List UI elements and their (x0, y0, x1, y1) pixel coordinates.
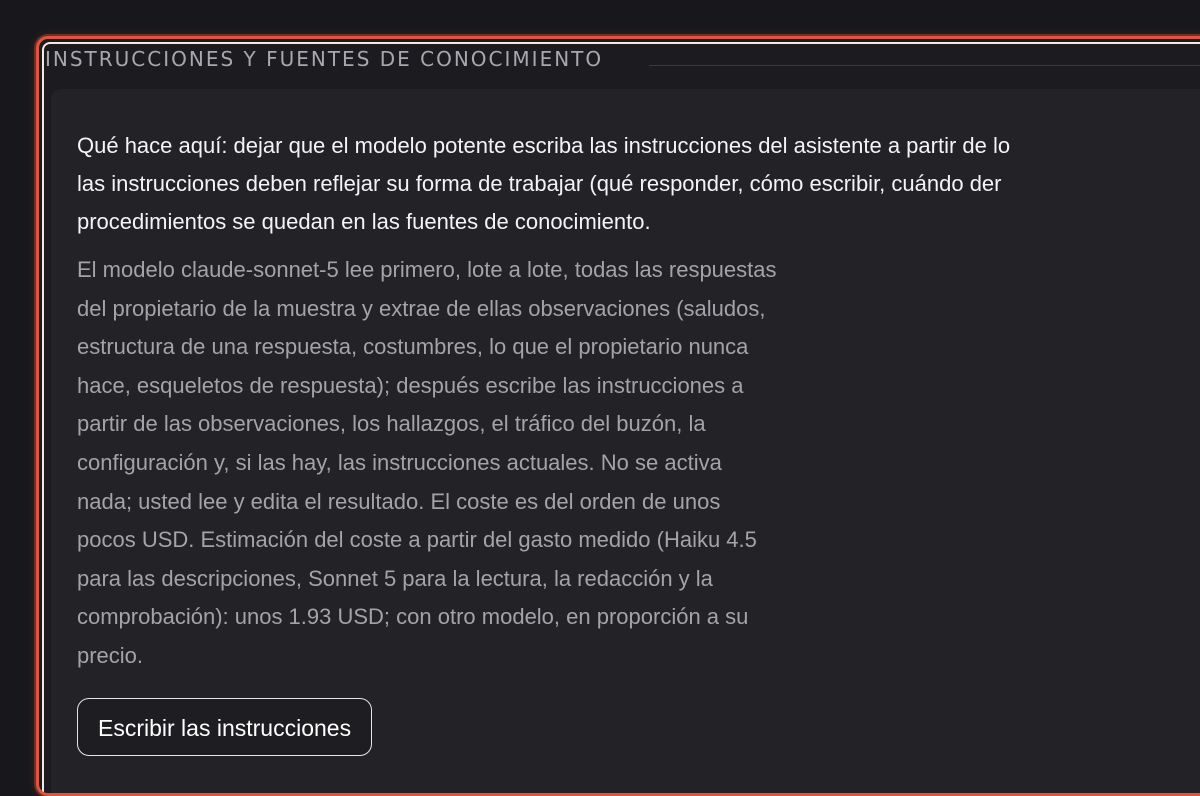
description-line: para las descripciones, Sonnet 5 para la lectura, la redacción y la (77, 565, 713, 591)
write-instructions-button[interactable]: Escribir las instrucciones (77, 698, 372, 756)
description-line: partir de las observaciones, los hallazgos, el tráfico del buzón, la (77, 411, 706, 437)
description-line: configuración y, si las hay, las instrucciones actuales. No se activa (77, 449, 722, 475)
description-line: pocos USD. Estimación del coste a partir del gasto medido (Haiku 4.5 (77, 527, 757, 553)
lead-line: las instrucciones deben reflejar su forma de trabajar (qué responder, cómo escribir, cuándo der (77, 171, 1002, 196)
instructions-panel (36, 36, 1200, 796)
description-line: El modelo claude-sonnet-5 lee primero, lote a lote, todas las respuestas (77, 257, 777, 282)
description-line: comprobación): unos 1.93 USD; con otro modelo, en proporción a su (77, 604, 749, 630)
description-line: nada; usted lee y edita el resultado. El coste es del orden de unos (77, 488, 721, 514)
description-line: estructura de una respuesta, costumbres, lo que el propietario nunca (77, 334, 749, 360)
title-divider (649, 65, 1200, 66)
description-line: del propietario de la muestra y extrae de ellas observaciones (saludos, (77, 295, 766, 321)
description-line: hace, esqueletos de respuesta); después escribe las instrucciones a (77, 372, 744, 398)
description-paragraph (77, 251, 957, 676)
lead-line: Qué hace aquí: dejar que el modelo potente escriba las instrucciones del asistente a partir de lo (77, 133, 1011, 158)
section-title: INSTRUCCIONES Y FUENTES DE CONOCIMIENTO (45, 47, 604, 71)
lead-line: procedimientos se quedan en las fuentes de conocimiento. (77, 209, 651, 234)
description-line: precio. (77, 642, 144, 668)
lead-paragraph (77, 127, 1200, 241)
